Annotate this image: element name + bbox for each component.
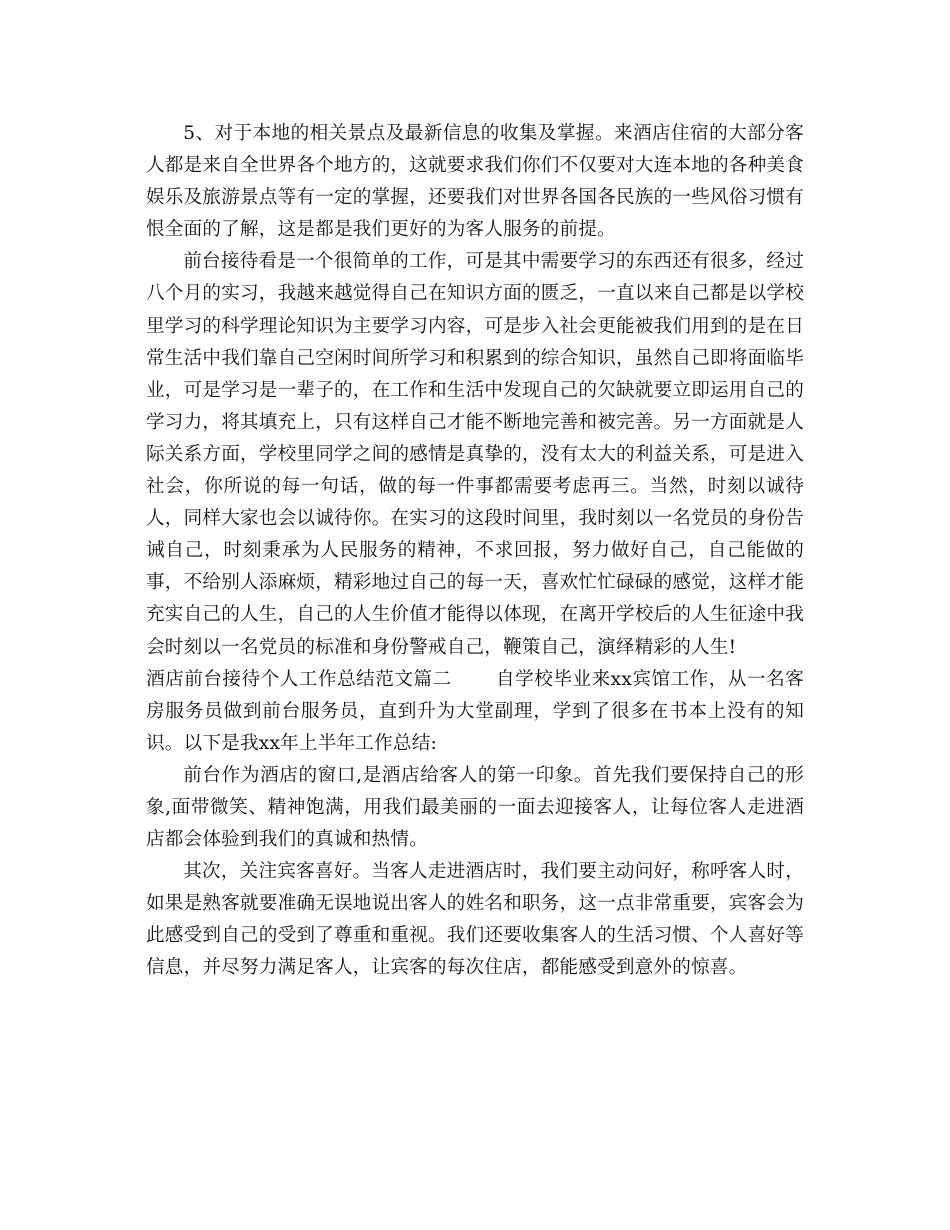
paragraph-local-info: 5、对于本地的相关景点及最新信息的收集及掌握。来酒店住宿的大部分客人都是来自全世界各个地方的，这就要求我们你们不仅要对大连本地的各种美食娱乐及旅游景点等有一定的掌握，还要我们对世界各国各民族的一些风俗习惯有恨全面的了解，这是都是我们更好的为客人服务的前提。 [146, 123, 804, 241]
section-heading-paragraph [146, 664, 804, 760]
section-title: 酒店前台接待个人工作总结范文篇二 [146, 668, 452, 690]
document-body [146, 118, 804, 985]
paragraph-internship-reflection: 前台接待看是一个很简单的工作，可是其中需要学习的东西还有很多，经过八个月的实习，我越来越觉得自己在知识方面的匮乏，一直以来自己都是以学校里学习的科学理论知识为主要学习内容，可是步入社会更能被我们用到的是在日常生活中我们靠自己空闲时间所学习和积累到的综合知识，虽然自己即将面临毕业，可是学习是一辈子的，在工作和生活中发现自己的欠缺就要立即运用自己的学习力，将其填充上，只有这样自己才能不断地完善和被完善。另一方面就是人际关系方面，学校里同学之间的感情是真挚的，没有太大的利益关系，可是进入社会，你所说的每一句话，做的每一件事都需要考虑再三。当然，时刻以诚待人，同样大家也会以诚待你。在实习的这段时间里，我时刻以一名党员的身份告诫自己，时刻秉承为人民服务的精神，不求回报，努力做好自己，自己能做的事，不给别人添麻烦，精彩地过自己的每一天，喜欢忙忙碌碌的感觉，这样才能充实自己的人生，自己的人生价值才能得以体现，在离开学校后的人生征途中我会时刻以一名党员的标准和身份警戒自己，鞭策自己，演绎精彩的人生! [146, 251, 804, 658]
paragraph-front-desk-window: 前台作为酒店的窗口,是酒店给客人的第一印象。首先我们要保持自己的形象,面带微笑、精神饱满，用我们最美丽的一面去迎接客人，让每位客人走进酒店都会体验到我们的真诚和热情。 [146, 764, 804, 851]
section-intro: 自学校毕业来xx宾馆工作，从一名客房服务员做到前台服务员，直到升为大堂副理，学到了很多在书本上没有的知识。以下是我xx年上半年工作总结: [146, 668, 805, 754]
paragraph-guest-preferences: 其次，关注宾客喜好。当客人走进酒店时，我们要主动问好，称呼客人时，如果是熟客就要准确无误地说出客人的姓名和职务，这一点非常重要，宾客会为此感受到自己的受到了尊重和重视。我们还要收集客人的生活习惯、个人喜好等信息，并尽努力满足客人，让宾客的每次住店，都能感受到意外的惊喜。 [146, 861, 804, 979]
